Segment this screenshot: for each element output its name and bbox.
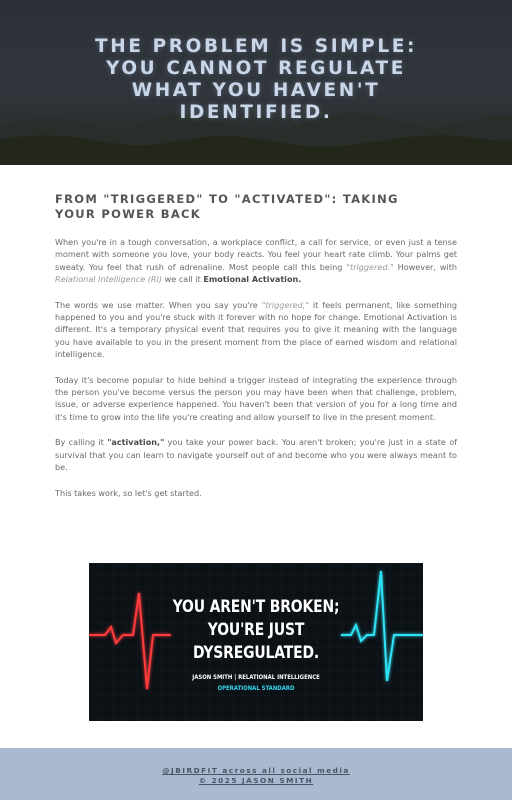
text-run: The words we use matter. When you say you're — [55, 299, 262, 310]
paragraph-activation — [55, 436, 457, 473]
text-run: By calling it — [55, 437, 108, 448]
hero-header — [0, 0, 512, 165]
section-heading — [55, 192, 457, 222]
paragraph-emotional-activation — [55, 236, 457, 286]
banner-byline: JASON SMITH | RELATIONAL INTELLIGENCE — [192, 674, 320, 681]
banner-standard: OPERATIONAL STANDARD — [217, 685, 295, 692]
italic-term-ri: Relational Intelligence (RI) — [55, 274, 163, 285]
text-run: you take your power back. You aren't broken; you're just in a state of survival that you can learn to navigate yourself out of and become who you were always meant to be. — [55, 437, 458, 473]
text-run: However, with — [393, 261, 457, 272]
banner-headline-line: DYSREGULATED. — [192, 643, 320, 663]
text-run: we call it — [162, 274, 204, 285]
text-run: When you're in a tough conversation, a workplace conflict, a call for service, or even just a tense moment with someone you love, your body reacts. You feel your heart rate climb. Your palms get sweaty. You feel that rush of adrenaline. Most people call this being — [55, 237, 457, 272]
social-handle-link[interactable]: @JBIRDFIT across all social media — [162, 766, 350, 775]
quote-banner-image — [89, 563, 423, 721]
article-body — [55, 192, 457, 512]
hero-title — [40, 36, 472, 124]
bold-term-activation: "activation," — [107, 437, 165, 448]
hero-title-line: IDENTIFIED. — [179, 102, 333, 123]
banner-headline — [168, 596, 343, 665]
paragraph-get-started: This takes work, so let's get started. — [55, 487, 202, 498]
bold-term-emotional-activation: Emotional Activation. — [203, 274, 302, 285]
banner-headline-line: YOU'RE JUST — [207, 620, 305, 640]
text-run: it feels permanent, like something happened to you and you're stuck with it forever with no hope for change. Emotional Activation is different. It's a temporary physical event that requires you to give it meaning with the language you have available to you in the present moment from the place of earned wisdom and relational intelligence. — [55, 299, 457, 360]
paragraph-integration: Today it's become popular to hide behind a trigger instead of integrating the experience through the person you've become versus the person you may have been when that challenge, problem, issue, or adverse experience happened. You haven't been that version of you for a long time and it's time to grow into the life you're creating and allow yourself to live in the present moment. — [55, 374, 457, 422]
paragraph-words-matter — [55, 299, 457, 361]
hero-title-line: YOU CANNOT REGULATE — [106, 58, 406, 79]
italic-term-triggered: "triggered," — [261, 299, 310, 310]
section-heading-line: FROM "TRIGGERED" TO "ACTIVATED": TAKING — [55, 192, 399, 206]
banner-headline-line: YOU AREN'T BROKEN; — [172, 597, 340, 617]
section-heading-line: YOUR POWER BACK — [55, 207, 202, 221]
copyright-text: © 2025 JASON SMITH — [198, 776, 314, 785]
italic-term-triggered: "triggered." — [346, 261, 394, 272]
hero-title-line: THE PROBLEM IS SIMPLE: — [95, 36, 417, 57]
footer — [0, 748, 512, 800]
hero-title-line: WHAT YOU HAVEN'T — [131, 80, 381, 101]
